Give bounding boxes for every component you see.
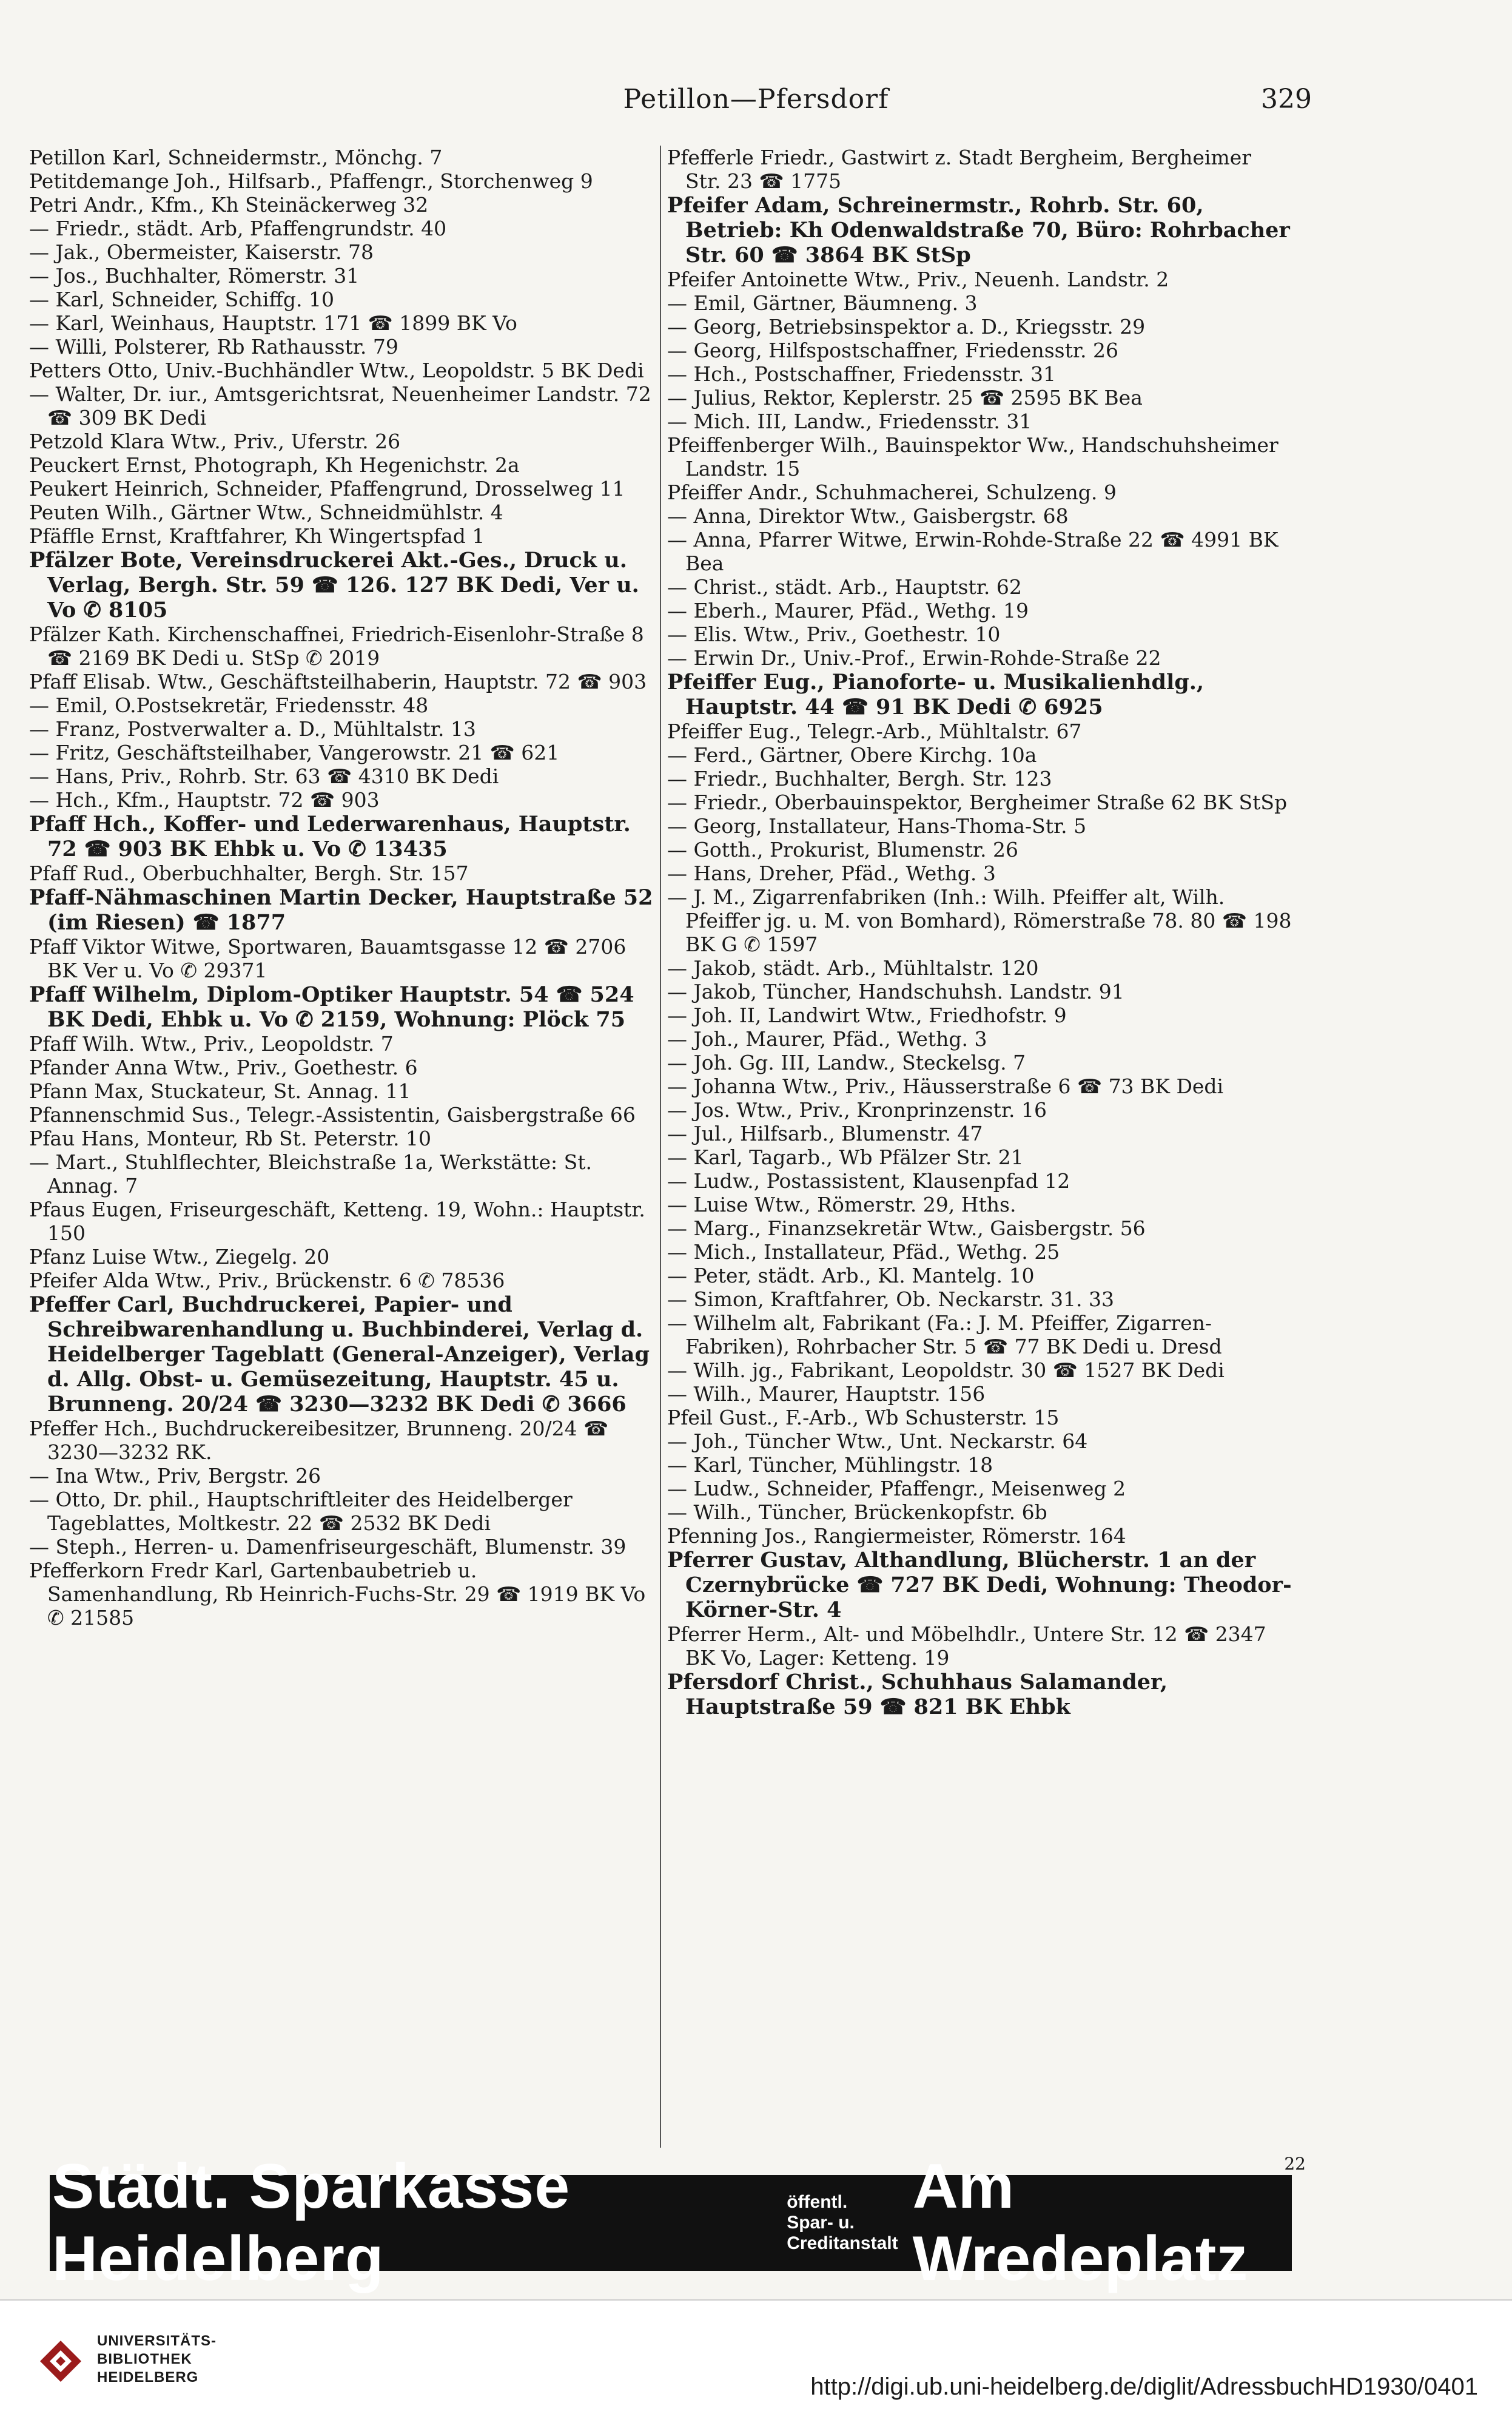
directory-entry: — Joh. II, Landwirt Wtw., Friedhofstr. 9 [667,1003,1067,1027]
directory-entry: Pfeifer Adam, Schreinermstr., Rohrb. Str. 60, Betrieb: Kh Odenwaldstraße 70, Büro: Rohrbacher Str. 60 ☎ 3864 BK StSp [667,193,1290,268]
directory-entry: — Jos., Buchhalter, Römerstr. 31 [29,264,360,288]
source-url-link[interactable]: http://digi.ub.uni-heidelberg.de/diglit/AdressbuchHD1930/0401 [810,2373,1478,2400]
directory-entry: — Mich., Installateur, Pfäd., Wethg. 25 [667,1240,1060,1264]
directory-entry: — Wilh. jg., Fabrikant, Leopoldstr. 30 ☎ 1527 BK Dedi [667,1358,1225,1382]
directory-entry: — Hans, Dreher, Pfäd., Wethg. 3 [667,861,996,885]
directory-entry: Petzold Klara Wtw., Priv., Uferstr. 26 [29,430,401,453]
directory-entry: — Peter, städt. Arb., Kl. Mantelg. 10 [667,1264,1035,1287]
directory-entry: Pfaff Rud., Oberbuchhalter, Bergh. Str. 157 [29,861,469,885]
directory-entry: Petri Andr., Kfm., Kh Steinäckerweg 32 [29,193,429,217]
banner-left-text: Städt. Sparkasse Heidelberg [52,2151,571,2294]
directory-entry: Pfeffer Hch., Buchdruckereibesitzer, Brunneng. 20/24 ☎ 3230—3232 RK. [29,1417,609,1464]
directory-entry: — Ludw., Postassistent, Klausenpfad 12 [667,1169,1070,1193]
directory-entry: — Erwin Dr., Univ.-Prof., Erwin-Rohde-Straße 22 [667,646,1161,670]
directory-entry: Pfaff Wilhelm, Diplom-Optiker Hauptstr. 54 ☎ 524 BK Dedi, Ehbk u. Vo ✆ 2159, Wohnung: Plöck 75 [29,982,634,1032]
library-name [97,2332,217,2387]
directory-entry: Pfeifer Antoinette Wtw., Priv., Neuenh. Landstr. 2 [667,268,1169,291]
directory-entry: — Johanna Wtw., Priv., Häusserstraße 6 ☎ 73 BK Dedi [667,1074,1224,1098]
directory-entry: — Marg., Finanzsekretär Wtw., Gaisbergstr. 56 [667,1216,1146,1240]
directory-entry: Petillon Karl, Schneidermstr., Mönchg. 7 [29,146,443,169]
directory-entry: Pferrer Gustav, Althandlung, Blücherstr. 1 an der Czernybrücke ☎ 727 BK Dedi, Wohnung: Theodor-Körner-Str. 4 [667,1548,1292,1622]
directory-entry: — Jul., Hilfsarb., Blumenstr. 47 [667,1122,983,1145]
directory-entry: — Wilh., Tüncher, Brückenkopfstr. 6b [667,1500,1047,1524]
directory-entry: — Joh. Gg. III, Landw., Steckelsg. 7 [667,1051,1026,1074]
directory-entry: — Joh., Maurer, Pfäd., Wethg. 3 [667,1027,987,1051]
folio-mark: 22 [1284,2154,1306,2174]
directory-entry: — Gotth., Prokurist, Blumenstr. 26 [667,838,1019,861]
digitization-footer [0,2299,1512,2431]
directory-entry: Pfau Hans, Monteur, Rb St. Peterstr. 10 [29,1127,431,1150]
directory-entry: Pfaff Wilh. Wtw., Priv., Leopoldstr. 7 [29,1032,394,1056]
directory-entry: — Emil, Gärtner, Bäumneng. 3 [667,291,978,315]
directory-entry: Peuten Wilh., Gärtner Wtw., Schneidmühlstr. 4 [29,501,503,524]
directory-entry: — Georg, Installateur, Hans-Thoma-Str. 5 [667,814,1087,838]
directory-entry: Peuckert Ernst, Photograph, Kh Hegenichstr. 2a [29,453,520,477]
library-logo-icon [36,2337,85,2385]
directory-entry: — Karl, Tagarb., Wb Pfälzer Str. 21 [667,1145,1024,1169]
directory-entry: — Franz, Postverwalter a. D., Mühltalstr. 13 [29,717,476,741]
directory-entry: Pfaff Hch., Koffer- und Lederwarenhaus, Hauptstr. 72 ☎ 903 BK Ehbk u. Vo ✆ 13435 [29,812,631,861]
directory-entry: Pfaff-Nähmaschinen Martin Decker, Hauptstraße 52 (im Riesen) ☎ 1877 [29,885,653,935]
directory-entry: Pfanz Luise Wtw., Ziegelg. 20 [29,1245,330,1269]
directory-entry: — Friedr., Buchhalter, Bergh. Str. 123 [667,767,1052,791]
directory-entry: — Hch., Postschaffner, Friedensstr. 31 [667,362,1057,386]
directory-entry: Pfeiffer Eug., Telegr.-Arb., Mühltalstr. 67 [667,720,1082,743]
directory-entry: — Georg, Hilfspostschaffner, Friedensstr. 26 [667,339,1118,362]
directory-entry: — Friedr., Oberbauinspektor, Bergheimer Straße 62 BK StSp [667,791,1288,814]
directory-entry: — Ludw., Schneider, Pfaffengr., Meisenweg 2 [667,1477,1126,1500]
directory-entry: — Steph., Herren- u. Damenfriseurgeschäft, Blumenstr. 39 [29,1535,627,1559]
directory-columns [29,146,1297,2160]
banner-small-text [787,2192,898,2254]
directory-entry: Petitdemange Joh., Hilfsarb., Pfaffengr., Storchenweg 9 [29,169,593,193]
library-name-line2: BIBLIOTHEK [97,2351,192,2367]
column-divider [660,146,661,2148]
directory-entry: — Christ., städt. Arb., Hauptstr. 62 [667,575,1022,599]
directory-entry: — Anna, Direktor Wtw., Gaisbergstr. 68 [667,504,1069,528]
directory-entry: — Karl, Tüncher, Mühlingstr. 18 [667,1453,993,1477]
directory-entry: — Hans, Priv., Rohrb. Str. 63 ☎ 4310 BK Dedi [29,764,499,788]
directory-entry: — Jak., Obermeister, Kaiserstr. 78 [29,240,374,264]
directory-entry: — Joh., Tüncher Wtw., Unt. Neckarstr. 64 [667,1429,1088,1453]
directory-entry: Petters Otto, Univ.-Buchhändler Wtw., Leopoldstr. 5 BK Dedi [29,359,644,382]
directory-entry: Pfefferkorn Fredr Karl, Gartenbaubetrieb u. Samenhandlung, Rb Heinrich-Fuchs-Str. 29 ☎ 1919 BK Vo ✆ 21585 [29,1559,646,1630]
directory-entry: Pfann Max, Stuckateur, St. Annag. 11 [29,1079,411,1103]
directory-entry: — Friedr., städt. Arb, Pfaffengrundstr. 40 [29,217,447,240]
directory-entry: Pfaff Elisab. Wtw., Geschäftsteilhaberin, Hauptstr. 72 ☎ 903 [29,670,647,693]
directory-entry: — Jakob, städt. Arb., Mühltalstr. 120 [667,956,1039,980]
directory-entry: — Mart., Stuhlflechter, Bleichstraße 1a, Werkstätte: St. Annag. 7 [29,1150,592,1198]
directory-entry: — Ina Wtw., Priv, Bergstr. 26 [29,1464,321,1488]
directory-entry: — Mich. III, Landw., Friedensstr. 31 [667,410,1032,433]
library-name-line3: HEIDELBERG [97,2369,199,2385]
directory-entry: Pfeifer Alda Wtw., Priv., Brückenstr. 6 ✆ 78536 [29,1269,505,1292]
directory-entry: — Emil, O.Postsekretär, Friedensstr. 48 [29,693,429,717]
directory-entry: — Karl, Schneider, Schiffg. 10 [29,288,335,311]
directory-entry: — Jos. Wtw., Priv., Kronprinzenstr. 16 [667,1098,1047,1122]
directory-entry: — Hch., Kfm., Hauptstr. 72 ☎ 903 [29,788,380,812]
directory-entry: — Jakob, Tüncher, Handschuhsh. Landstr. 91 [667,980,1124,1003]
directory-entry: Pfander Anna Wtw., Priv., Goethestr. 6 [29,1056,418,1079]
banner-right-text: Am Wredeplatz [912,2151,1248,2294]
directory-entry: — Elis. Wtw., Priv., Goethestr. 10 [667,622,1001,646]
directory-entry: Pfeffer Carl, Buchdruckerei, Papier- und Schreibwarenhandlung u. Buchbinderei, Verlag d. Heidelberger Tageblatt (General-Anzeiger), Verlag d. Allg. Obst- u. Gemüsezeitung, Hauptstr. 45 u. Brunneng. 20/24 ☎ 3230—3232 BK Dedi ✆ 3666 [29,1292,650,1417]
directory-entry: Pfeiffer Eug., Pianoforte- u. Musikalienhdlg., Hauptstr. 44 ☎ 91 BK Dedi ✆ 6925 [667,670,1205,720]
directory-entry: — Wilh., Maurer, Hauptstr. 156 [667,1382,986,1406]
directory-entry: — Ferd., Gärtner, Obere Kirchg. 10a [667,743,1037,767]
directory-entry: Pfälzer Kath. Kirchenschaffnei, Friedrich-Eisenlohr-Straße 8 ☎ 2169 BK Dedi u. StSp ✆ 2019 [29,622,644,670]
directory-entry: — Willi, Polsterer, Rb Rathausstr. 79 [29,335,398,359]
directory-entry: Pfenning Jos., Rangiermeister, Römerstr. 164 [667,1524,1126,1548]
directory-entry: — Otto, Dr. phil., Hauptschriftleiter des Heidelberger Tageblattes, Moltkestr. 22 ☎ 2532 BK Dedi [29,1488,573,1535]
directory-entry: Pfaus Eugen, Friseurgeschäft, Ketteng. 19, Wohn.: Hauptstr. 150 [29,1198,645,1245]
directory-entry: Pfälzer Bote, Vereinsdruckerei Akt.-Ges., Druck u. Verlag, Bergh. Str. 59 ☎ 126. 127 BK Dedi, Ver u. Vo ✆ 8105 [29,548,639,622]
directory-entry: Pfaff Viktor Witwe, Sportwaren, Bauamtsgasse 12 ☎ 2706 BK Ver u. Vo ✆ 29371 [29,935,627,982]
sparkasse-advertisement [50,2151,1292,2294]
directory-entry: Pfannenschmid Sus., Telegr.-Assistentin, Gaisbergstraße 66 [29,1103,636,1127]
directory-entry: Pfeil Gust., F.-Arb., Wb Schusterstr. 15 [667,1406,1060,1429]
directory-entry: — Simon, Kraftfahrer, Ob. Neckarstr. 31. 33 [667,1287,1114,1311]
directory-entry: — J. M., Zigarrenfabriken (Inh.: Wilh. Pfeiffer alt, Wilh. Pfeiffer jg. u. M. von Bomhard), Römerstraße 78. 80 ☎ 198 BK G ✆ 1597 [667,885,1292,956]
directory-entry: — Anna, Pfarrer Witwe, Erwin-Rohde-Straße 22 ☎ 4991 BK Bea [667,528,1278,575]
directory-entry: Pfeiffenberger Wilh., Bauinspektor Ww., Handschuhsheimer Landstr. 15 [667,433,1278,480]
directory-entry: Pferrer Herm., Alt- und Möbelhdlr., Untere Str. 12 ☎ 2347 BK Vo, Lager: Ketteng. 19 [667,1622,1266,1670]
directory-entry: — Karl, Weinhaus, Hauptstr. 171 ☎ 1899 BK Vo [29,311,517,335]
directory-entry: — Eberh., Maurer, Pfäd., Wethg. 19 [667,599,1029,622]
directory-entry: Pfäffle Ernst, Kraftfahrer, Kh Wingertspfad 1 [29,524,485,548]
left-column [29,146,654,2160]
running-title: Petillon—Pfersdorf [623,84,889,115]
directory-entry: — Georg, Betriebsinspektor a. D., Kriegsstr. 29 [667,315,1146,339]
page-number: 329 [1261,84,1312,115]
banner-small-line2: Creditanstalt [787,2233,898,2253]
directory-entry: — Wilhelm alt, Fabrikant (Fa.: J. M. Pfeiffer, Zigarren-Fabriken), Rohrbacher Str. 5 ☎ 77 BK Dedi u. Dresd [667,1311,1222,1358]
banner-small-line1: öffentl. Spar- u. [787,2192,855,2233]
directory-entry: Pfeiffer Andr., Schuhmacherei, Schulzeng. 9 [667,480,1117,504]
directory-entry: Peukert Heinrich, Schneider, Pfaffengrund, Drosselweg 11 [29,477,625,501]
directory-entry: — Julius, Rektor, Keplerstr. 25 ☎ 2595 BK Bea [667,386,1143,410]
directory-entry: — Luise Wtw., Römerstr. 29, Hths. [667,1193,1016,1216]
directory-entry: — Walter, Dr. iur., Amtsgerichtsrat, Neuenheimer Landstr. 72 ☎ 309 BK Dedi [29,382,651,430]
directory-entry: — Fritz, Geschäftsteilhaber, Vangerowstr. 21 ☎ 621 [29,741,560,764]
directory-entry: Pfefferle Friedr., Gastwirt z. Stadt Bergheim, Bergheimer Str. 23 ☎ 1775 [667,146,1252,193]
right-column [667,146,1292,2160]
library-name-line1: UNIVERSITÄTS- [97,2333,217,2349]
directory-entry: Pfersdorf Christ., Schuhhaus Salamander, Hauptstraße 59 ☎ 821 BK Ehbk [667,1670,1168,1719]
